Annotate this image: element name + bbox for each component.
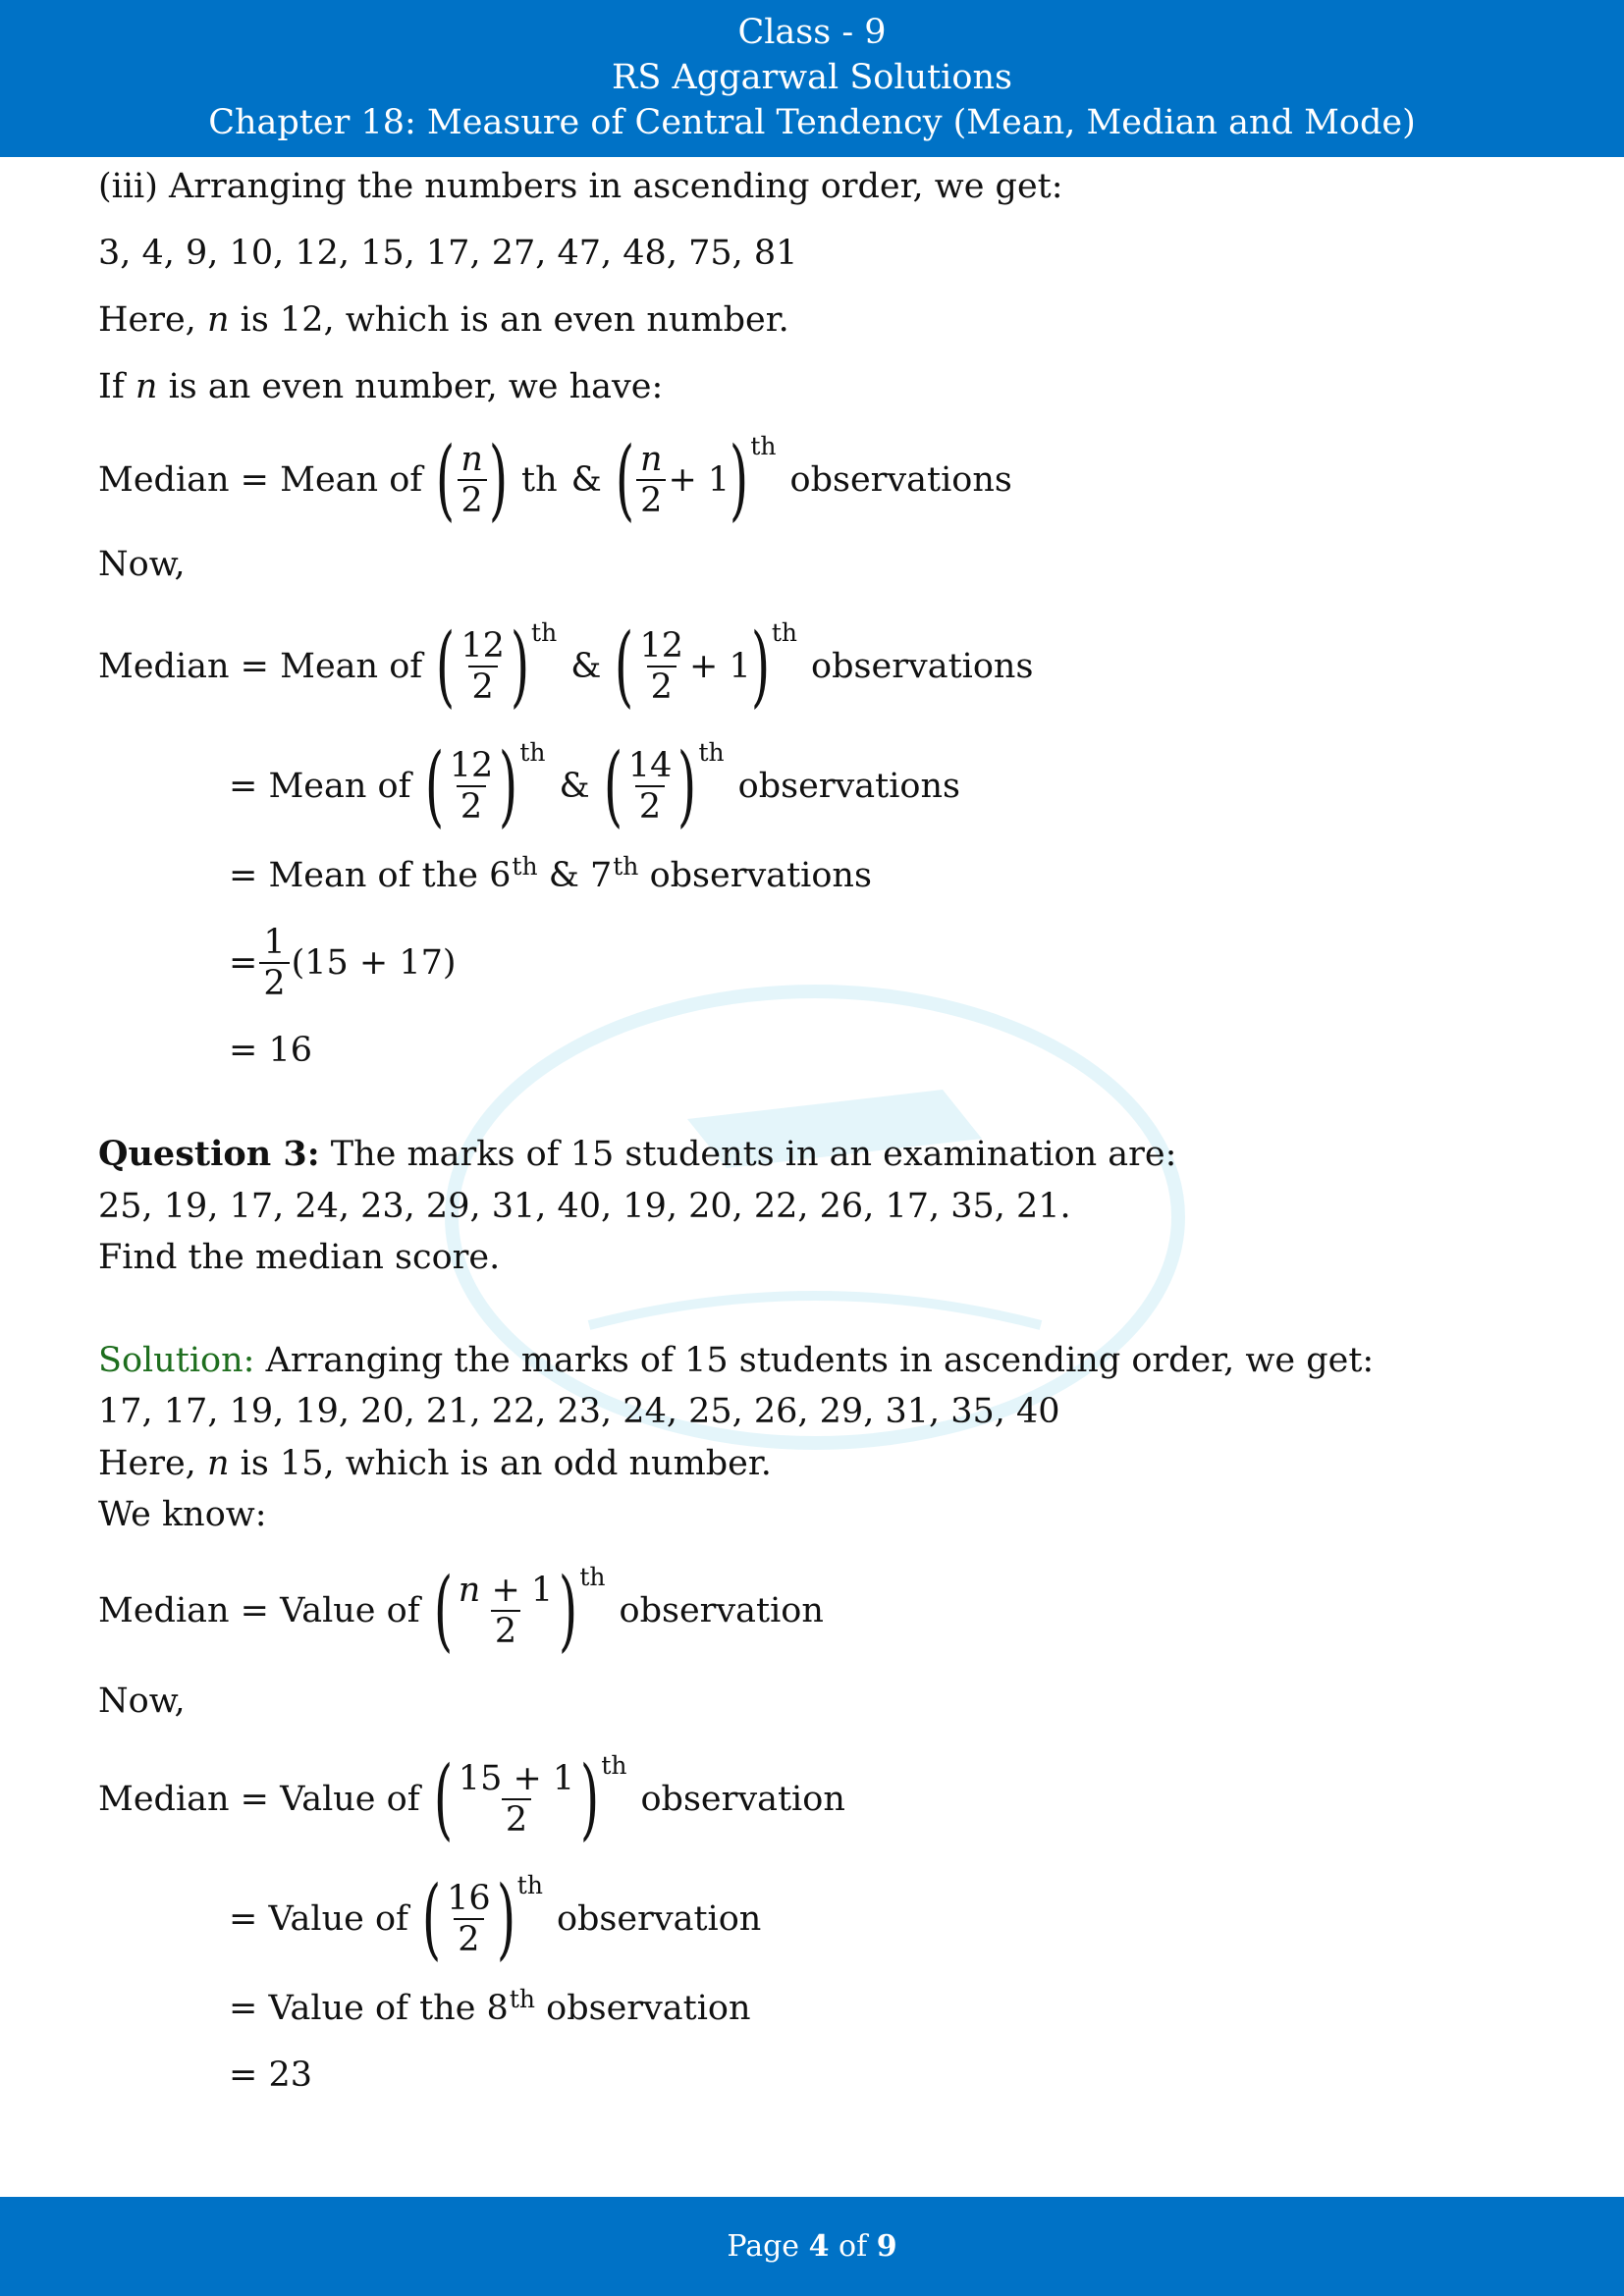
n-variable: n xyxy=(206,1444,230,1483)
question-text: The marks of 15 students in an examination are: xyxy=(330,1135,1177,1174)
median-formula: Median = Mean of ( $\frac{n}{2}$ ) th & ( $\frac{n}{2}$ + 1 ) th observations xyxy=(98,428,1012,531)
page-footer xyxy=(0,2197,1624,2296)
solution-now: Now, xyxy=(98,1682,186,1721)
now-label: Now, xyxy=(98,545,186,584)
header-book: RS Aggarwal Solutions xyxy=(612,58,1012,97)
solution-text: Arranging the marks of 15 students in ascending order, we get: xyxy=(265,1341,1375,1380)
median-step4: = $\frac{1}{2}$ (15 + 17) xyxy=(229,923,457,1003)
page-word: Page xyxy=(727,2229,800,2264)
solution-we-know: We know: xyxy=(98,1495,267,1534)
odd-median-step3: = Value of the 8th observation xyxy=(229,1985,751,2028)
n-variable: n xyxy=(206,300,230,340)
part3-here xyxy=(98,298,789,342)
odd-median-step2: = Value of ( $\frac{16}{2}$ ) th observation xyxy=(229,1867,762,1970)
question3-ask: Find the median score. xyxy=(98,1238,501,1277)
odd-median-step1: Median = Value of ( $\frac{15 + 1}{2}$ ) th observation xyxy=(98,1747,845,1850)
page-header xyxy=(0,0,1624,157)
question3-marks: 25, 19, 17, 24, 23, 29, 31, 40, 19, 20, 22, 26, 17, 35, 21. xyxy=(98,1187,1071,1226)
median-step1: Median = Mean of ( $\frac{12}{2}$ ) th & ( $\frac{12}{2}$ + 1 ) th observations xyxy=(98,614,1034,718)
median-step3: = Mean of the 6th & 7th observations xyxy=(229,852,872,895)
here-post: is 12, which is an even number. xyxy=(240,300,789,340)
odd-median-result: = 23 xyxy=(229,2056,312,2095)
if-post: is an even number, we have: xyxy=(168,367,664,406)
odd-median-formula: Median = Value of ( $\frac{n + 1}{2}$ ) th observation xyxy=(98,1559,824,1662)
median-step2: = Mean of ( $\frac{12}{2}$ ) th & ( $\frac{14}{2}$ ) th observations xyxy=(229,734,960,837)
n-variable: n xyxy=(135,367,158,406)
page-total: 9 xyxy=(876,2229,897,2264)
page-number: 4 xyxy=(808,2229,830,2264)
fraction-n-over-2: $\frac{n}{2}$ xyxy=(457,440,487,520)
solution-label: Solution: xyxy=(98,1341,255,1380)
here-pre: Here, xyxy=(98,300,196,340)
part3-if xyxy=(98,365,663,408)
if-pre: If xyxy=(98,367,125,406)
solution-here: Here, n is 15, which is an odd number. xyxy=(98,1444,772,1483)
formula-lhs: Median = Mean of xyxy=(98,460,423,500)
question-label: Question 3: xyxy=(98,1134,320,1174)
part3-intro: (iii) Arranging the numbers in ascending order, we get: xyxy=(98,167,1063,206)
solution-sorted: 17, 17, 19, 19, 20, 21, 22, 23, 24, 25, 26, 29, 31, 35, 40 xyxy=(98,1392,1060,1431)
median-result: = 16 xyxy=(229,1031,312,1070)
solution-header xyxy=(98,1339,1374,1382)
of-word: of xyxy=(839,2229,868,2264)
header-chapter: Chapter 18: Measure of Central Tendency (Mean, Median and Mode) xyxy=(208,103,1416,142)
part3-numbers: 3, 4, 9, 10, 12, 15, 17, 27, 47, 48, 75, 81 xyxy=(98,234,798,273)
header-class: Class - 9 xyxy=(737,13,887,52)
question3-header xyxy=(98,1133,1176,1176)
